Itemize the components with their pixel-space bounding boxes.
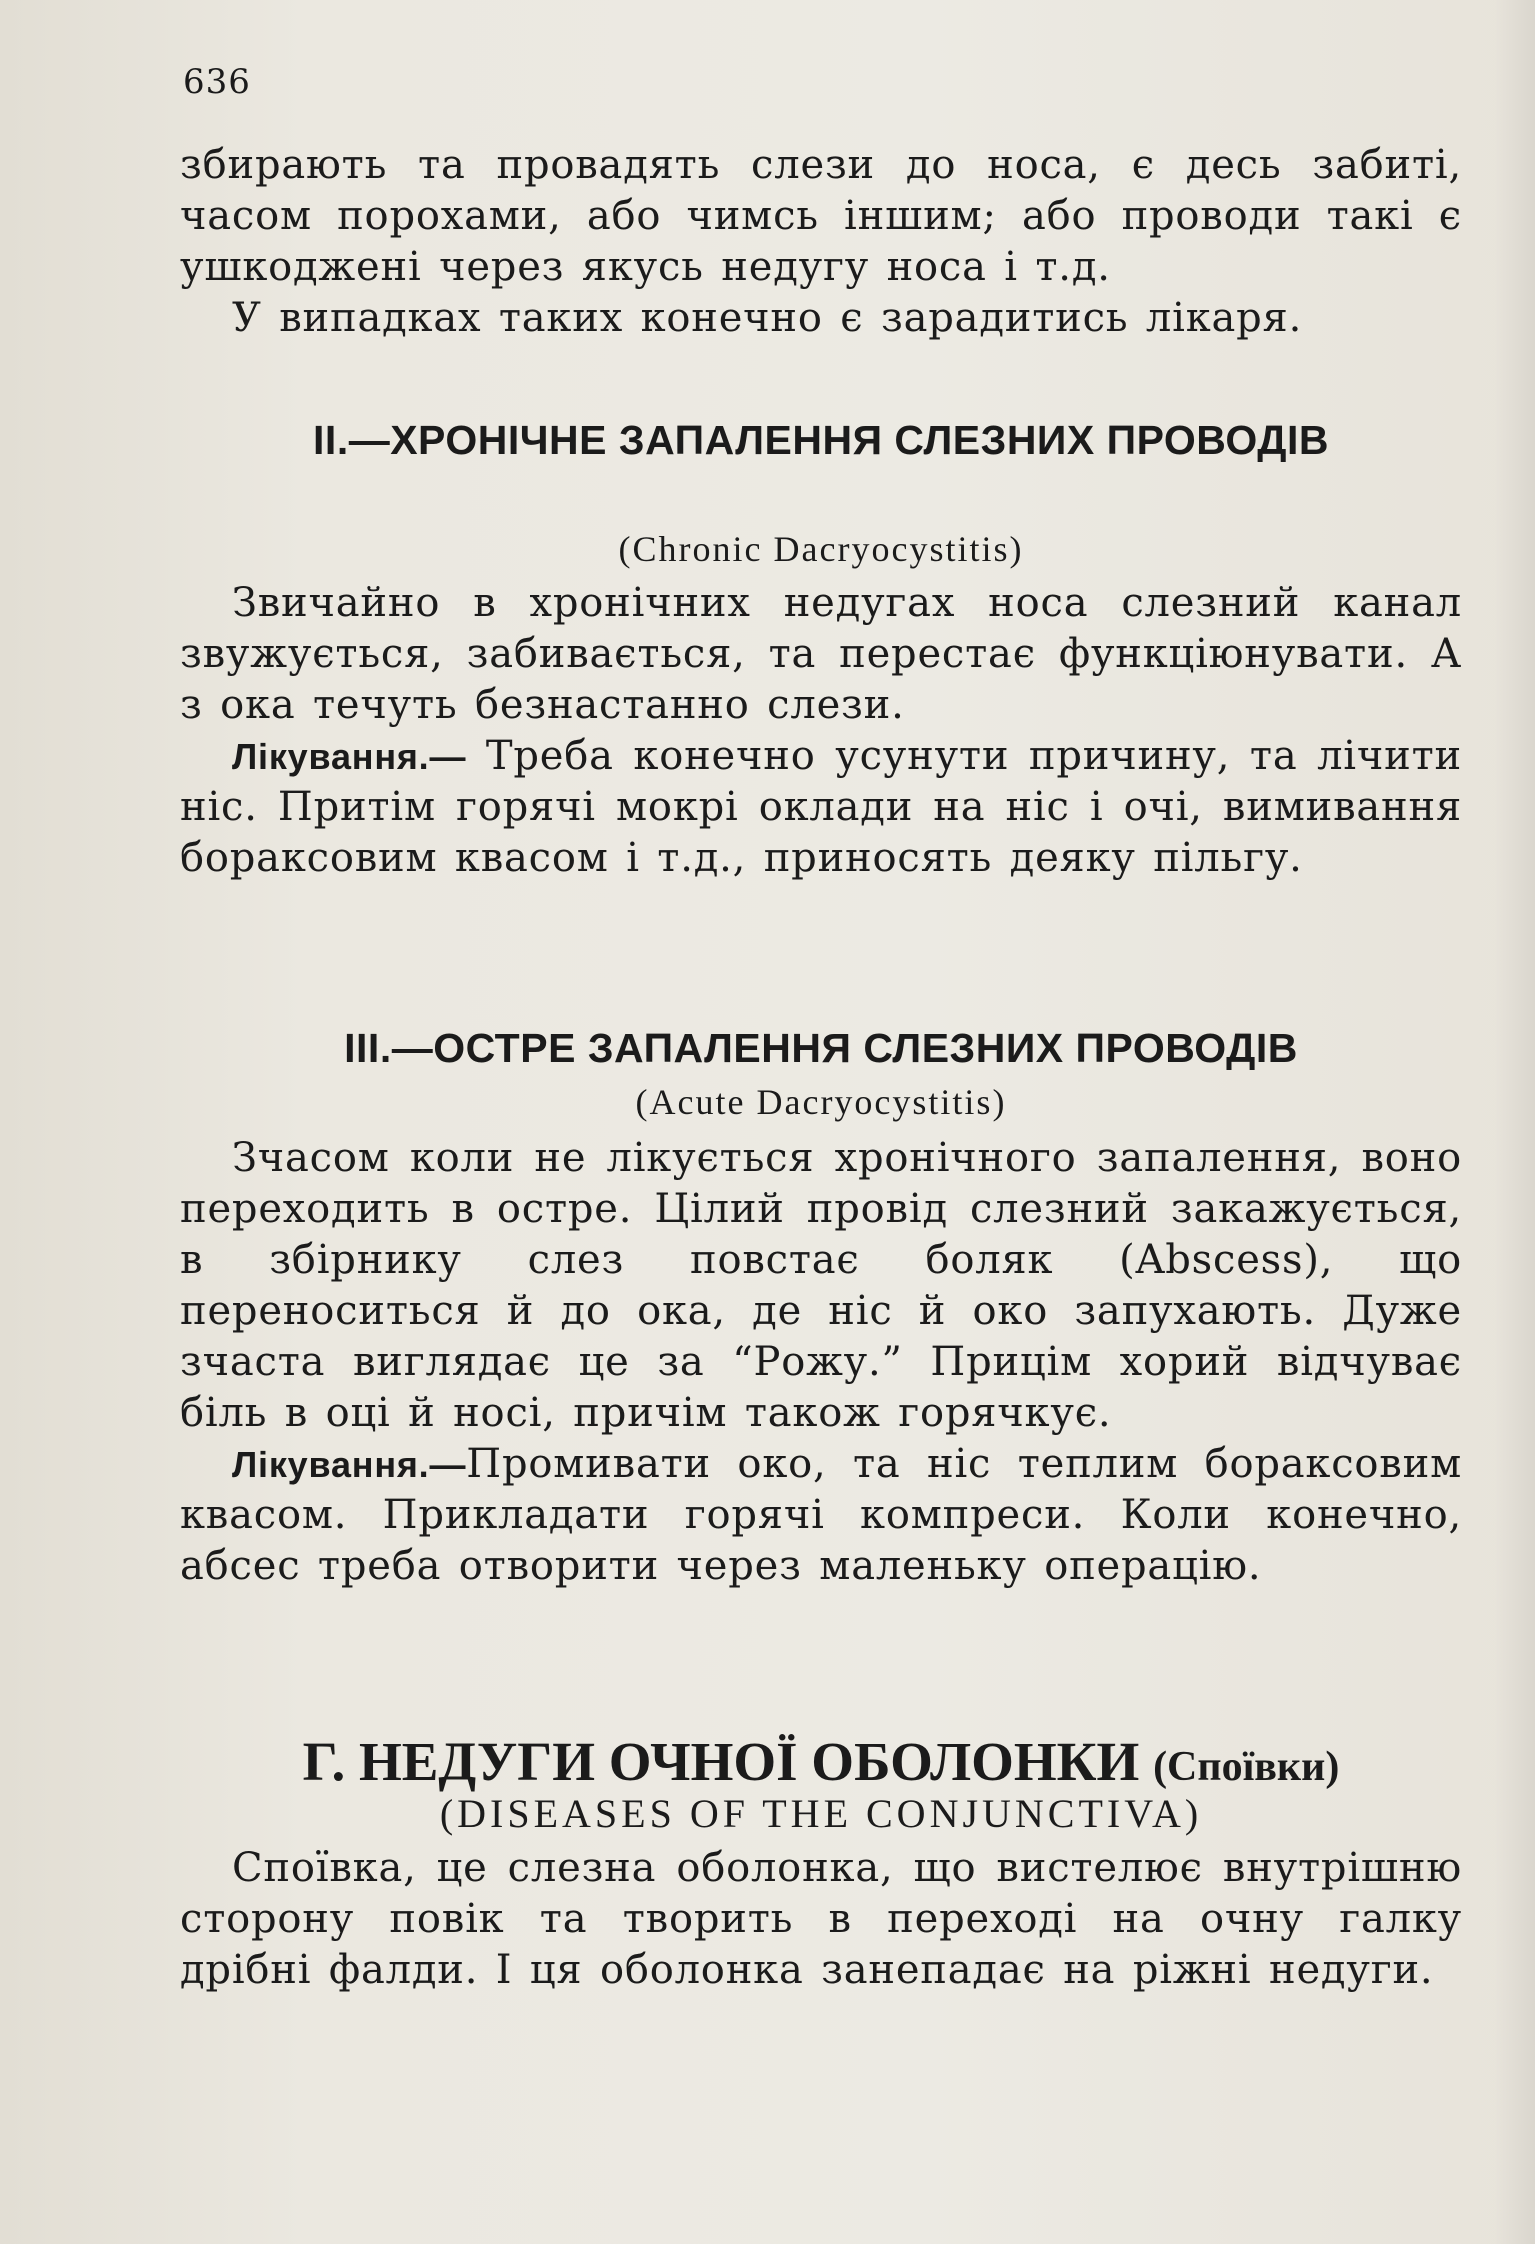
intro-paragraph-2: У випадках таких конечно є зарадитись лікаря. xyxy=(232,295,1303,341)
section-3-body xyxy=(180,1133,1462,1592)
treatment-label: Лікування.— xyxy=(232,736,467,777)
section-2-title: II.—ХРОНІЧНЕ ЗАПАЛЕННЯ СЛЕЗНИХ ПРОВОДІВ xyxy=(313,417,1329,463)
section-2-treatment xyxy=(180,731,1462,884)
section-g-title-paren: (Споївки) xyxy=(1153,1744,1340,1790)
treatment-text: Промивати око, та ніс теплим бораксовим квасом. Прикладати горячі компреси. Коли конечно, абсес треба отворити через маленьку операцію. xyxy=(180,1441,1462,1589)
section-3-title: III.—ОСТРЕ ЗАПАЛЕННЯ СЛЕЗНИХ ПРОВОДІВ xyxy=(344,1025,1298,1071)
intro-paragraph-1: збирають та провадять слези до носа, є десь забиті, часом порохами, або чимсь іншим; або проводи такі є ушкоджені через якусь недугу носа і т.д. xyxy=(180,142,1462,290)
section-g-title xyxy=(180,1730,1462,1799)
intro-text xyxy=(180,140,1462,344)
section-2-subtitle: (Chronic Dacryocystitis) xyxy=(618,529,1024,569)
section-3-treatment xyxy=(180,1439,1462,1592)
section-g-subtitle: (DISEASES OF THE CONJUNCTIVA) xyxy=(439,1791,1203,1836)
treatment-text: Треба конечно усунути причину, та лічити ніс. Притім горячі мокрі оклади на ніс і очі, вимивання бораксовим квасом і т.д., приносять деяку пільгу. xyxy=(180,733,1462,881)
section-3-subtitle: (Acute Dacryocystitis) xyxy=(635,1082,1007,1122)
section-g-body xyxy=(180,1843,1462,1996)
section-g-title-text: Г. НЕДУГИ ОЧНОЇ ОБОЛОНКИ xyxy=(302,1731,1140,1792)
treatment-label: Лікування.— xyxy=(232,1444,467,1485)
section-2-body xyxy=(180,578,1462,884)
section-g-paragraph: Споївка, це слезна оболонка, що вистелює внутрішню сторону повік та творить в переході на очну галку дрібні фалди. І ця оболонка занепадає на ріжні недуги. xyxy=(180,1845,1462,1993)
page-number: 636 xyxy=(183,62,251,102)
section-2-paragraph: Звичайно в хронічних недугах носа слезний канал звужується, забивається, та перестає функціюнувати. А з ока течуть безнастанно слези. xyxy=(180,580,1462,728)
section-3-paragraph: Зчасом коли не лікується хронічного запалення, воно переходить в остре. Цілий провід слезний закажується, в збірнику слез повстає боляк (Abscess), що переноситься й до ока, де ніс й око запухають. Дуже зчаста виглядає це за “Рожу.” Прицім хорий відчуває біль в оці й носі, причім також горячкує. xyxy=(180,1135,1462,1436)
